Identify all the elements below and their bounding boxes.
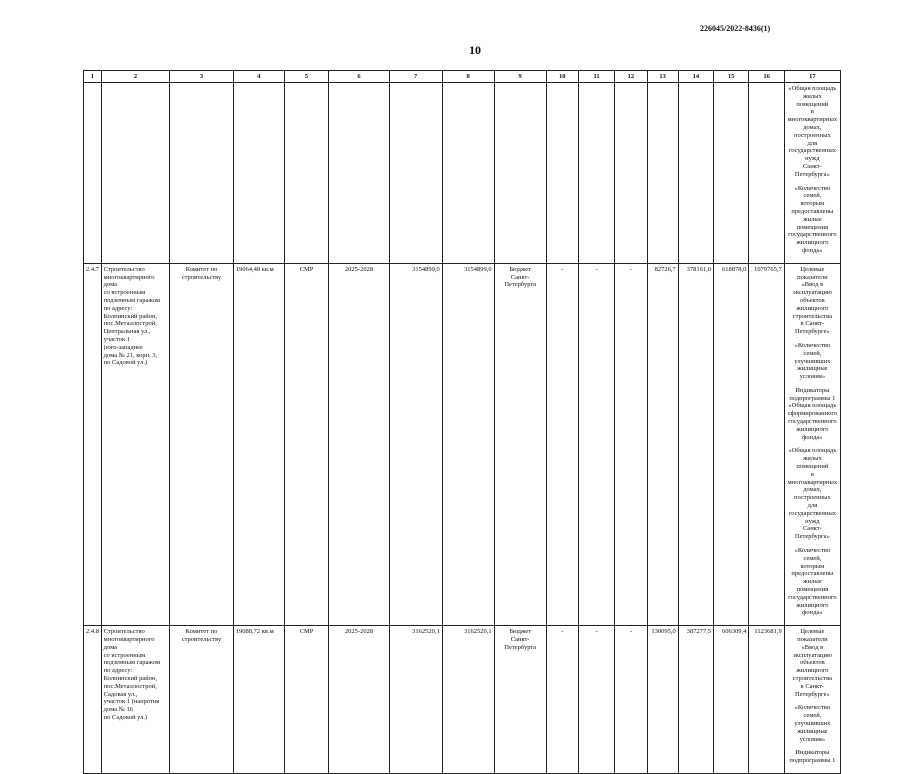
funding-source: Бюджет Санкт-Петербурга [494,263,546,625]
total-amount: 3154899,0 [442,263,494,625]
object-name: Строительство многоквартирного дома со встроенным подземным гаражом по адресу: Колпинский район, пос.Металлострой, Садовая ул., участок 1 (напротив дома № 16 по Садовой ул.) [101,626,170,774]
work-type: СМР [284,263,329,625]
col-num-7: 7 [389,71,442,83]
period: 2025-2028 [329,263,389,625]
col-num-11: 11 [578,71,614,83]
indicator-text: «Общая площадь жилых помещений в многоквартирных домах, построенных для государственных нужд Санкт-Петербурга» [787,447,838,541]
col-num-10: 10 [546,71,578,83]
capacity: 19064,48 кв.м [233,263,284,625]
estimated-cost: 3154899,0 [389,263,442,625]
executor: Комитет по строительству [170,263,233,625]
col-num-5: 5 [284,71,329,83]
indicator-text: Целевые показатели «Ввод в эксплуатацию объектов жилищного строительства в Санкт-Петербурге» [792,628,833,698]
table-row [84,83,841,264]
indicator-text: «Количество семей, улучшивших жилищные условия» [794,704,831,743]
indicator-text: Индикаторы подпрограммы 1 [789,749,836,765]
indicators-cell [784,263,840,625]
value-col-13: 82726,7 [647,263,678,625]
value-col-12: - [615,626,647,774]
estimated-cost: 3162520,1 [389,626,442,774]
indicator-text: «Количество семей, улучшивших жилищные условия» [794,341,831,381]
value-col-11: - [578,626,614,774]
document-id: 226045/2022-8436(1) [700,24,771,33]
value-col-10: - [546,263,578,625]
executor: Комитет по строительству [170,626,233,774]
col-num-12: 12 [615,71,647,83]
value-col-16: 1123681,9 [749,626,784,774]
indicators-cell [784,83,840,264]
col-num-2: 2 [101,71,170,83]
row-number: 2.4.8 [84,626,102,774]
object-name: Строительство многоквартирного дома со встроенным подземным гаражом по адресу: Колпинский район, пос.Металлострой, Центральная ул., участок 1 (юго-западнее дома № 21, корп. 3, по Садовой ул.) [101,263,170,625]
col-num-3: 3 [170,71,233,83]
col-num-9: 9 [494,71,546,83]
col-num-6: 6 [329,71,389,83]
value-col-10: - [546,626,578,774]
col-num-1: 1 [84,71,102,83]
value-col-15: 618878,0 [714,263,749,625]
value-col-15: 606309,4 [714,626,749,774]
capacity: 19088,72 кв.м [233,626,284,774]
period: 2025-2028 [329,626,389,774]
row-number: 2.4.7 [84,263,102,625]
value-col-11: - [578,263,614,625]
value-col-12: - [615,263,647,625]
program-table [83,70,841,774]
value-col-16: 1079765,7 [749,263,784,625]
col-num-4: 4 [233,71,284,83]
page-number: 10 [469,43,481,57]
table-row [84,626,841,774]
value-col-13: 130095,0 [647,626,678,774]
col-num-17: 17 [784,71,840,83]
total-amount: 3162520,1 [442,626,494,774]
col-num-8: 8 [442,71,494,83]
col-num-14: 14 [678,71,713,83]
col-num-15: 15 [714,71,749,83]
column-number-row [84,71,841,83]
table-row [84,263,841,625]
work-type: СМР [284,626,329,774]
indicator-text: Целевые показатели «Ввод в эксплуатацию объектов жилищного строительства в Санкт-Петербурге» [792,265,833,336]
indicator-text: Индикаторы подпрограммы 1 «Общая площадь сформированного государственного жилищного фонда» [787,386,838,441]
col-num-16: 16 [749,71,784,83]
funding-source: Бюджет Санкт-Петербурга [494,626,546,774]
col-num-13: 13 [647,71,678,83]
indicator-text: «Количество семей, которым предоставлены жилые помещения государственного жилищного фонда» [788,184,837,254]
value-col-14: 387277,5 [678,626,713,774]
indicator-text: «Общая площадь жилых помещений в многоквартирных домах, построенных для государственных нужд Санкт-Петербурга» [787,85,838,178]
indicator-text: «Количество семей, которым предоставлены жилые помещения государственного жилищного фонда» [788,547,837,617]
value-col-14: 378161,0 [678,263,713,625]
indicators-cell [784,626,840,774]
